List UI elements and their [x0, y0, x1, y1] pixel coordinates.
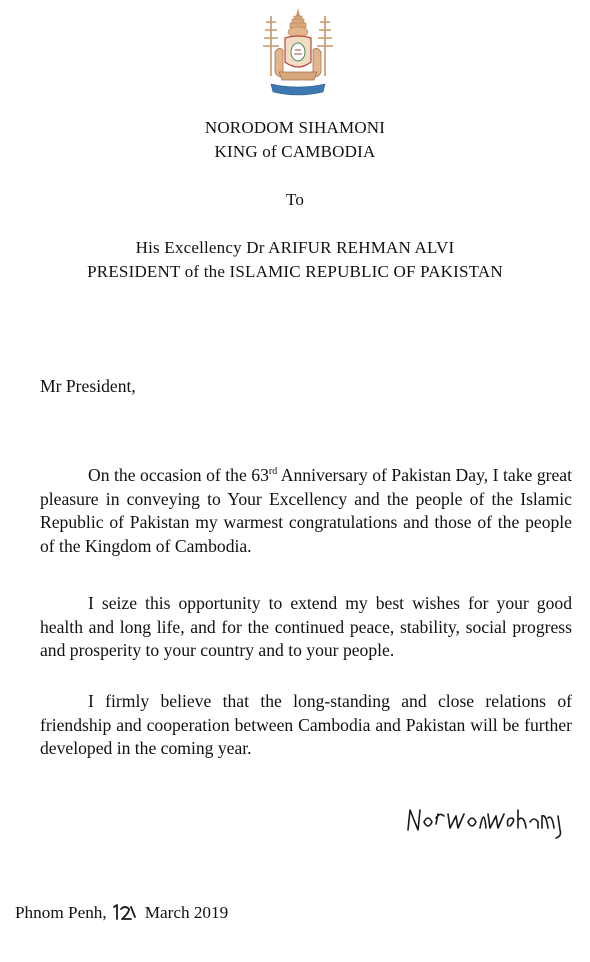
date-line [15, 900, 228, 923]
recipient-name: ARIFUR REHMAN ALVI [268, 238, 455, 257]
paragraph-3-text: I firmly believe that the long-standing and close relations of friendship and cooperation between Cambodia and Pakistan will be further developed in the coming year. [40, 691, 572, 758]
paragraph-3 [40, 690, 572, 761]
ordinal-suffix: rd [268, 466, 278, 478]
recipient-salutation-prefix: His Excellency Dr [135, 238, 265, 257]
sender-title: KING of CAMBODIA [214, 142, 376, 161]
recipient-title: PRESIDENT of the ISLAMIC REPUBLIC OF PAKISTAN [87, 262, 503, 281]
month-year: March 2019 [144, 903, 229, 922]
sender-name: NORODOM SIHAMONI [204, 118, 386, 137]
paragraph-2-text: I seize this opportunity to extend my best wishes for your good health and long life, and for the continued peace, stability, social progress and prosperity to your country and to your people. [40, 593, 572, 660]
greeting: Mr President, [40, 376, 136, 396]
recipient-line [0, 238, 590, 258]
royal-crest-emblem [261, 6, 335, 100]
paragraph-2 [40, 592, 572, 663]
handwritten-day [111, 903, 139, 921]
paragraph-1-start: On the occasion of the 63 [88, 465, 269, 485]
paragraph-1-rest: Anniversary of Pakistan Day, I take great pleasure in conveying to Your Excellency and the people of the Islamic Republic of Pakistan my warmest congratulations and those of the people of the Kingdom of Cambodia. [40, 465, 572, 556]
handwritten-signature [404, 800, 566, 840]
to-label: To [285, 190, 305, 209]
paragraph-1 [40, 464, 572, 558]
place: Phnom Penh, [15, 903, 107, 922]
